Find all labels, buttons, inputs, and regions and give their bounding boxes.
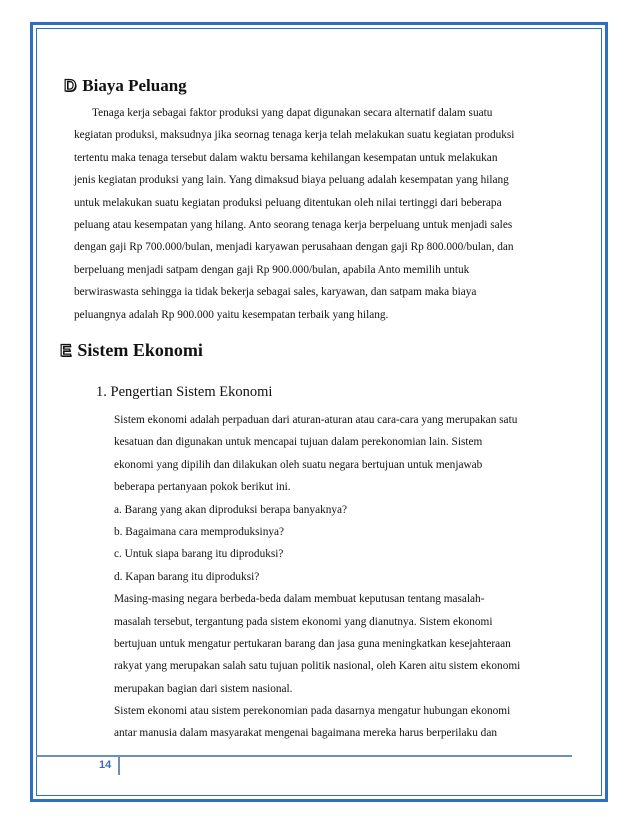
paragraph-line: kesatuan dan digunakan untuk mencapai tujuan dalam perekonomian lain. Sistem — [114, 436, 483, 449]
section-d-title: Biaya Peluang — [82, 76, 187, 95]
paragraph-line: rakyat yang merupakan salah satu tujuan politik nasional, oleh Karen aitu sistem ekonomi — [114, 660, 521, 673]
paragraph-line: antar manusia dalam masyarakat mengenai bagaimana mereka harus berperilaku dan — [114, 727, 497, 740]
paragraph-line: ekonomi yang dipilih dan dilakukan oleh suatu negara bertujuan untuk menjawab — [114, 458, 483, 471]
footer-vertical-divider — [118, 757, 120, 775]
paragraph-line: dengan gaji Rp 700.000/bulan, menjadi karyawan perusahaan dengan gaji Rp 800.000/bulan, dan — [74, 241, 514, 254]
paragraph-line: Sistem ekonomi atau sistem perekonomian pada dasarnya mengatur hubungan ekonomi — [114, 705, 511, 718]
list-item: d. Kapan barang itu diproduksi? — [114, 570, 260, 583]
paragraph-line: Masing-masing negara berbeda-beda dalam membuat keputusan tentang masalah- — [114, 593, 485, 606]
list-item: c. Untuk siapa barang itu diproduksi? — [114, 548, 284, 561]
paragraph-line: tertentu maka tenaga tersebut dalam waktu bersama kehilangan kesempatan untuk melakukan — [74, 151, 498, 164]
paragraph-line: masalah tersebut, tergantung pada sistem ekonomi yang dianutnya. Sistem ekonomi — [114, 615, 493, 628]
paragraph-line: untuk melakukan suatu kegiatan produksi peluang ditentukan oleh nilai tertinggi dari beberapa — [74, 196, 502, 209]
list-item: a. Barang yang akan diproduksi berapa banyaknya? — [114, 503, 348, 516]
section-e-paragraph — [114, 409, 520, 745]
paragraph-line: bertujuan untuk mengatur pertukaran barang dan jasa guna meningkatkan kesejahteraan — [114, 637, 511, 650]
section-d-paragraph — [74, 102, 514, 326]
paragraph-line: jenis kegiatan produksi yang lain. Yang dimaksud biaya peluang adalah kesempatan yang hilang — [74, 174, 509, 187]
paragraph-line: peluang atau kesempatan yang hilang. Anto seorang tenaga kerja berpeluang untuk menjadi sales — [74, 218, 513, 231]
footer-divider — [36, 755, 572, 757]
section-e-heading — [60, 340, 203, 361]
paragraph-line: Sistem ekonomi adalah perpaduan dari aturan-aturan atau cara-cara yang merupakan satu — [114, 414, 518, 426]
paragraph-line: berpeluang menjadi satpam dengan gaji Rp 900.000/bulan, apabila Anto memilih untuk — [74, 263, 470, 276]
page-number: 14 — [99, 759, 112, 771]
paragraph-line: beberapa pertanyaan pokok berikut ini. — [114, 481, 291, 494]
section-e-title: Sistem Ekonomi — [77, 340, 203, 360]
section-e-letter: E — [60, 340, 72, 360]
paragraph-line: kegiatan produksi, maksudnya jika seornag tenaga kerja telah melakukan suatu kegiatan produksi — [74, 129, 515, 142]
paragraph-line: berwiraswasta sehingga ia tidak bekerja sebagai sales, karyawan, dan satpam maka biaya — [74, 286, 477, 299]
subsection-heading: 1. Pengertian Sistem Ekonomi — [96, 384, 273, 400]
paragraph-line: merupakan bagian dari sistem nasional. — [114, 682, 293, 695]
section-d-heading — [64, 76, 187, 96]
paragraph-line: Tenaga kerja sebagai faktor produksi yang dapat digunakan secara alternatif dalam suatu — [92, 107, 493, 119]
list-item: b. Bagaimana cara memproduksinya? — [114, 525, 285, 538]
section-d-letter: D — [64, 76, 77, 95]
paragraph-line: peluangnya adalah Rp 900.000 yaitu kesempatan terbaik yang hilang. — [74, 308, 389, 321]
